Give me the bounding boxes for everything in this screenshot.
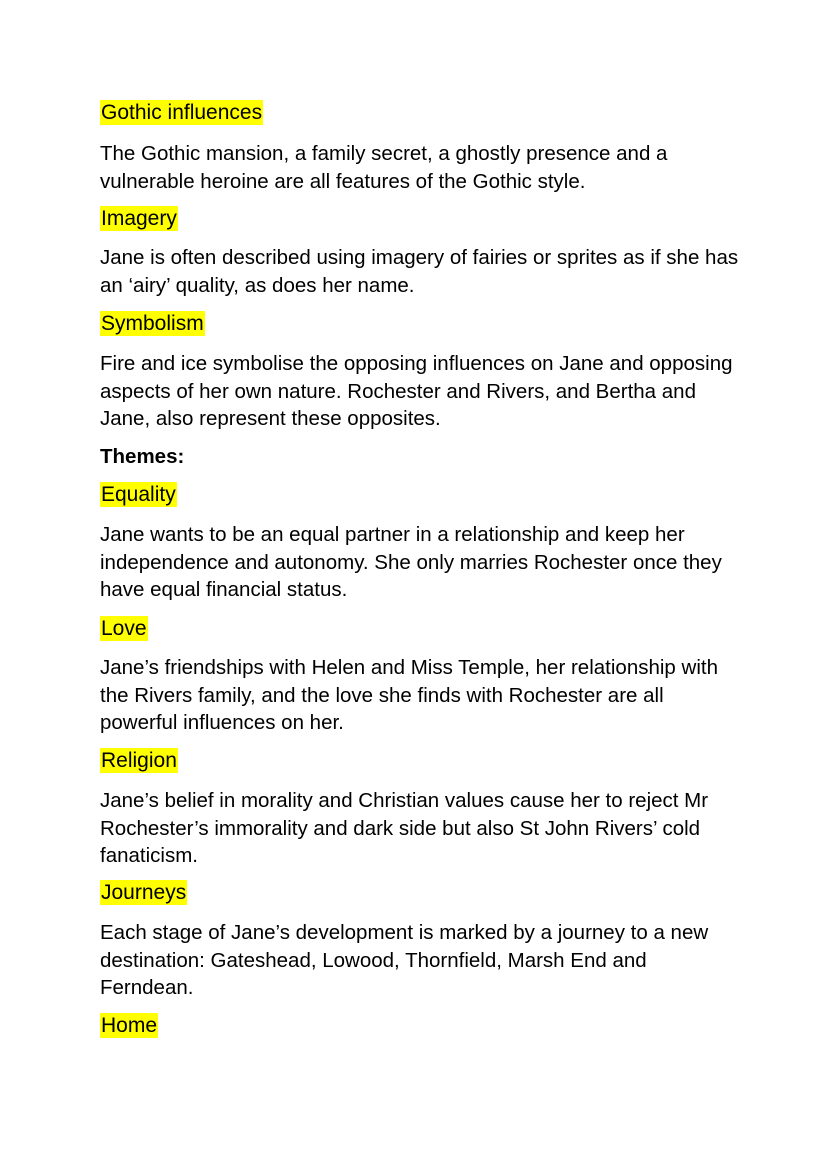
paragraph-religion: Jane’s belief in morality and Christian values cause her to reject Mr Rochester’s immorality and dark side but also St John Rivers’ cold fanaticism. [100,789,709,867]
paragraph-symbolism: Fire and ice symbolise the opposing influences on Jane and opposing aspects of her own nature. Rochester and Rivers, and Bertha and Jane, also represent these opposites. [100,352,733,430]
theme-religion-text [100,787,740,870]
section-gothic-text [100,140,740,195]
paragraph-imagery: Jane is often described using imagery of fairies or sprites as if she has an ‘airy’ quality, as does her name. [100,246,739,297]
section-imagery [100,206,740,231]
theme-journeys-text [100,919,740,1002]
heading-religion: Religion [101,749,177,772]
section-symbolism-text [100,350,740,433]
heading-equality: Equality [101,483,176,506]
theme-equality-text [100,521,740,604]
theme-love [100,616,740,641]
themes-label: Themes: [100,445,185,468]
theme-home [100,1013,740,1038]
section-imagery-text [100,244,740,299]
heading-imagery: Imagery [101,207,177,230]
theme-equality [100,482,740,507]
heading-symbolism: Symbolism [101,312,204,335]
section-gothic [100,100,740,125]
section-symbolism [100,311,740,336]
theme-love-text [100,654,740,737]
paragraph-gothic: The Gothic mansion, a family secret, a ghostly presence and a vulnerable heroine are all features of the Gothic style. [100,142,668,193]
theme-journeys [100,880,740,905]
paragraph-equality: Jane wants to be an equal partner in a relationship and keep her independence and autonomy. She only marries Rochester once they have equal financial status. [100,523,722,601]
heading-love: Love [101,617,147,640]
heading-journeys: Journeys [101,881,187,904]
paragraph-love: Jane’s friendships with Helen and Miss Temple, her relationship with the Rivers family, and the love she finds with Rochester are all powerful influences on her. [100,656,718,734]
heading-gothic-influences: Gothic influences [101,101,263,124]
theme-religion [100,748,740,773]
paragraph-journeys: Each stage of Jane’s development is marked by a journey to a new destination: Gateshead, Lowood, Thornfield, Marsh End and Ferndean. [100,921,709,999]
heading-home: Home [101,1014,158,1037]
themes-label-row [100,443,740,471]
